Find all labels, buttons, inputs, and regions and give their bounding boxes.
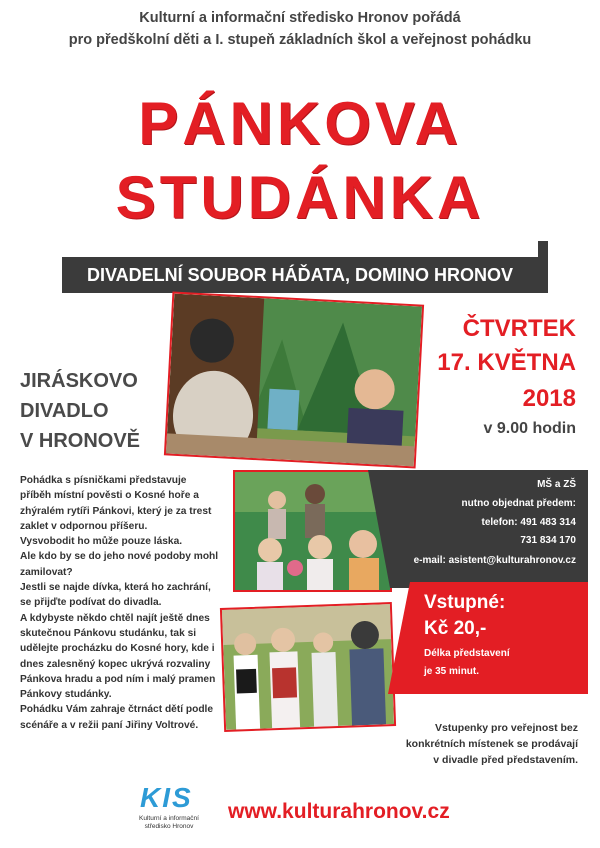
photo-girls-image	[222, 604, 394, 730]
contact-phone-1: telefon: 491 483 314	[481, 517, 576, 528]
kis-logo	[124, 782, 214, 838]
duration-line-1: Délka představení	[424, 648, 510, 659]
price-box	[410, 582, 588, 694]
event-time: v 9.00 hodin	[483, 420, 576, 437]
venue-line-1: JIRÁSKOVO	[20, 370, 138, 392]
title-line-2: STUDÁNKA	[115, 164, 485, 231]
contact-box	[390, 470, 588, 588]
photo-girls	[220, 602, 396, 732]
event-date: 17. KVĚTNA	[437, 349, 576, 376]
logo-line-2: středisko Hronov	[144, 823, 194, 830]
intro-line-2: pro předškolní děti a I. stupeň základních škol a veřejnost pohádku	[68, 32, 532, 48]
photo-stage-image	[166, 294, 422, 467]
price-box-edge	[388, 582, 410, 694]
logo-line-1: Kulturní a informační	[139, 815, 199, 822]
event-day: ČTVRTEK	[462, 315, 576, 342]
tickets-line-1: Vstupenky pro veřejnost bez	[435, 722, 578, 734]
banner-accent	[538, 241, 548, 293]
description-paragraph: Jestli se najde dívka, která ho zachrání, se přijďte podívat do divadla.	[20, 582, 211, 609]
venue	[20, 366, 140, 456]
price-label: Vstupné:	[424, 592, 506, 613]
description-paragraph: Ale kdo by se do jeho nové podoby mohl zamilovat?	[20, 551, 219, 578]
description-paragraph: Pohádku Vám zahraje čtrnáct dětí podle scénáře a v režii paní Jiřiny Voltrové.	[20, 704, 214, 731]
contact-email: e-mail: asistent@kulturahronov.cz	[413, 555, 576, 566]
contact-audience: MŠ a ZŠ	[537, 479, 576, 490]
contact-box-edge	[368, 470, 390, 588]
description-paragraph: Vysvobodit ho může pouze láska.	[20, 536, 183, 548]
venue-line-3: V HRONOVĚ	[20, 430, 141, 452]
tickets-line-2: konkrétních místenek se prodávají	[405, 738, 578, 750]
tickets-line-3: v divadle před představením.	[433, 754, 578, 766]
description-paragraph: Pohádka s písničkami představuje příběh místní pověsti o Kosné hoře a zhýralém rytíři Pánkovi, který je za trest zaklet v odpornou příšeru.	[20, 475, 212, 532]
description	[20, 473, 220, 733]
contact-phone-2: 731 834 170	[520, 535, 576, 546]
price-amount: Kč 20,-	[424, 618, 487, 639]
intro-line-1: Kulturní a informační středisko Hronov pořádá	[139, 10, 461, 26]
duration-line-2: je 35 minut.	[424, 666, 480, 677]
photo-group-image	[235, 472, 390, 590]
description-paragraph: A kdybyste někdo chtěl najít ještě dnes skutečnou Pánkovu studánku, tak si udělejte procházku do Kosné hory, kde i dnes zalesněný kopec ukrývá rozvaliny Pánkova hradu a pod ním i malý pramen Pánkovy studánky.	[20, 612, 216, 701]
ensemble-banner: DIVADELNÍ SOUBOR HÁĎATA, DOMINO HRONOV	[62, 257, 538, 293]
photo-stage	[164, 292, 424, 469]
venue-line-2: DIVADLO	[20, 400, 109, 422]
event-year: 2018	[522, 385, 576, 412]
contact-note: nutno objednat předem:	[461, 498, 576, 509]
logo-letters: KIS	[140, 782, 193, 813]
website-link[interactable]: www.kulturahronov.cz	[228, 800, 450, 823]
title-line-1: PÁNKOVA	[138, 90, 462, 157]
tickets-info	[406, 720, 578, 768]
